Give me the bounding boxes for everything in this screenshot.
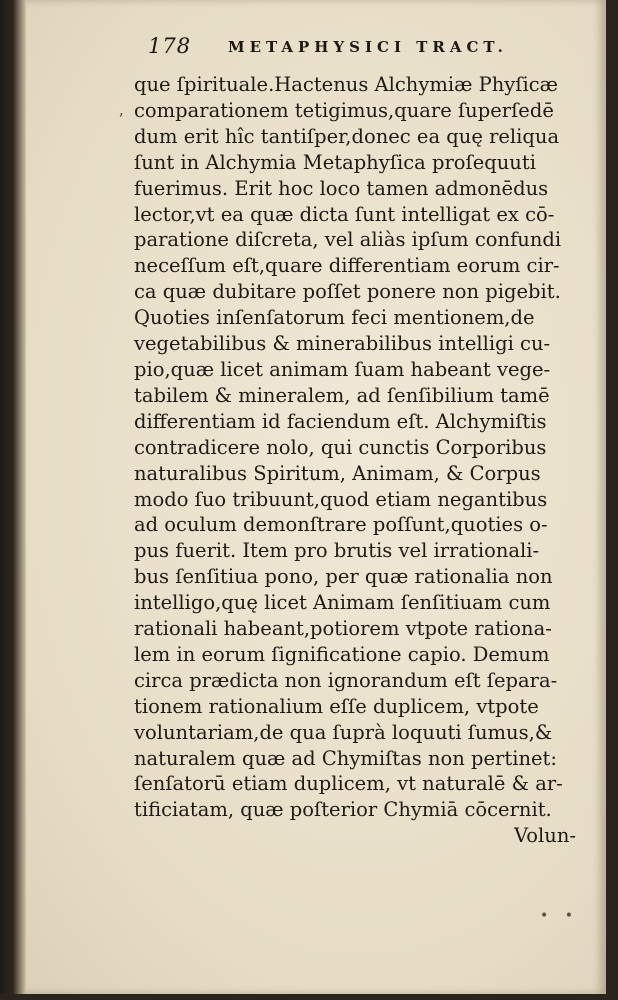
text-line: circa prædicta non ignorandum eſt ſepara-	[134, 668, 558, 692]
running-title: METAPHYSICI TRACT.	[228, 38, 508, 56]
text-line: tificiatam, quæ poſterior Chymiā cōcernit.	[134, 798, 552, 822]
margin-speck: ʼ	[118, 110, 124, 129]
body-text	[134, 72, 586, 849]
text-line: bus ſenſitiua pono, per quæ rationalia non	[134, 565, 553, 589]
text-line: neceſſum eſt,quare differentiam eorum cir-	[134, 254, 560, 278]
text-line: vegetabilibus & minerabilibus intelligi cu-	[134, 332, 551, 356]
text-line: ca quæ dubitare poſſet ponere non pigebit.	[134, 280, 561, 304]
text-line: Quoties inſenſatorum feci mentionem,de	[134, 306, 535, 330]
page-gutter-shadow	[0, 0, 26, 994]
margin-speck: • •	[540, 908, 579, 924]
text-line: dum erit hîc tantiſper,donec ea quę reliqua	[134, 124, 560, 148]
text-line: comparationem tetigimus,quare ſuperſedē	[134, 98, 554, 122]
text-line: pus fuerit. Item pro brutis vel irrationali-	[134, 539, 540, 563]
text-line: que ſpirituale.Hactenus Alchymiæ Phyſicæ	[134, 73, 558, 96]
text-line: pio,quæ licet animam ſuam habeant vege-	[134, 357, 551, 381]
text-line: ſunt in Alchymia Metaphyſica proſequuti	[134, 150, 536, 174]
catchword: Volun-	[514, 824, 576, 848]
text-line: paratione diſcreta, vel aliàs ipſum confundi	[134, 228, 562, 252]
text-line: lector,vt ea quæ dicta ſunt intelligat ex cō-	[134, 202, 555, 226]
text-line: contradicere nolo, qui cunctis Corporibus	[134, 435, 547, 459]
text-line: rationali habeant,potiorem vtpote rationa-	[134, 617, 552, 641]
text-line: fuerimus. Erit hoc loco tamen admonēdus	[134, 176, 549, 200]
text-line: tabilem & mineralem, ad ſenſibilium tamē	[134, 383, 550, 407]
text-line: tionem rationalium eſſe duplicem, vtpote	[134, 694, 539, 718]
page-number: 178	[148, 34, 192, 58]
text-line: naturalibus Spiritum, Animam, & Corpus	[134, 461, 541, 485]
text-line: ſenſatorū etiam duplicem, vt naturalē & ar-	[134, 772, 563, 796]
text-line: intelligo,quę licet Animam ſenſitiuam cum	[134, 591, 551, 615]
text-line: ad oculum demonſtrare poſſunt,quoties o-	[134, 513, 548, 537]
text-line: modo ſuo tribuunt,quod etiam negantibus	[134, 487, 548, 511]
text-line: differentiam id faciendum eſt. Alchymiſtis	[134, 409, 547, 433]
text-line: naturalem quæ ad Chymiſtas non pertinet:	[134, 746, 557, 770]
running-head	[148, 34, 588, 60]
text-line: lem in eorum ſignificatione capio. Demum	[134, 642, 550, 666]
text-line: voluntariam,de qua ſuprà loquuti ſumus,&	[134, 720, 553, 744]
